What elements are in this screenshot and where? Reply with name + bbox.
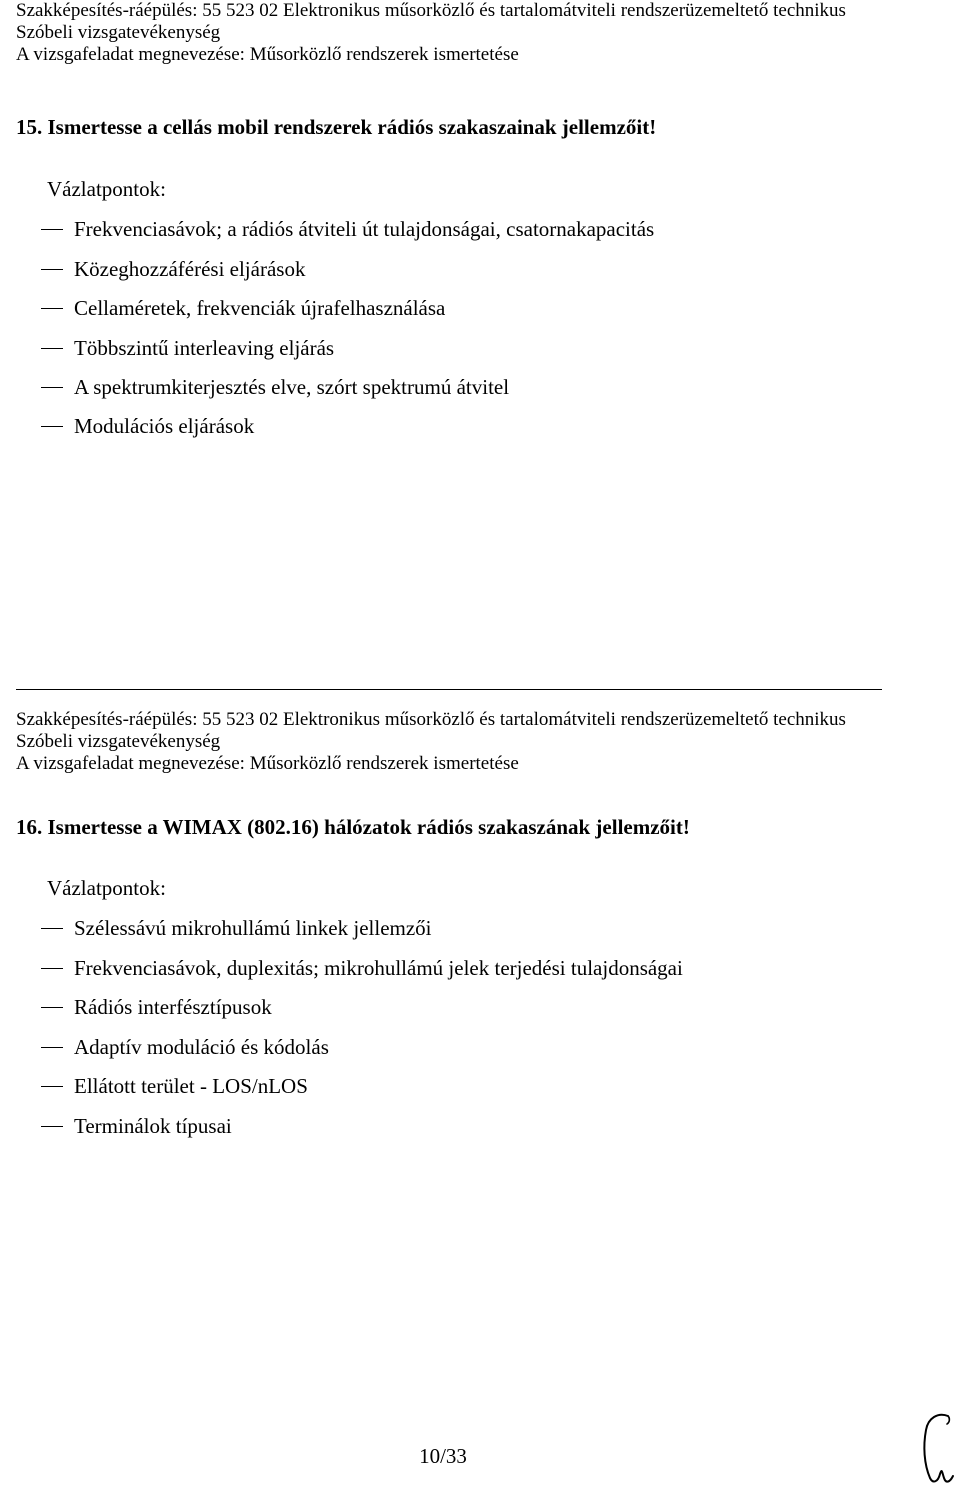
dash-bullet-icon [41, 335, 63, 361]
header-exam-type: Szóbeli vizsgatevékenység [16, 22, 221, 43]
list-item-text: Frekvenciasávok; a rádiós átviteli út tulajdonságai, csatornakapacitás [74, 217, 655, 241]
page-number: 10/33 [419, 1444, 467, 1468]
dash-bullet-icon [41, 295, 63, 321]
dash-bullet-icon [41, 994, 63, 1020]
dash-bullet-icon [41, 1073, 63, 1099]
handwritten-signature [920, 1410, 956, 1488]
question-15-title: 15. Ismertesse a cellás mobil rendszerek rádiós szakaszainak jellemzőit! [16, 115, 657, 139]
page-divider [16, 689, 882, 690]
list-item-text: Többszintű interleaving eljárás [74, 336, 335, 360]
list-item-text: Szélessávú mikrohullámú linkek jellemzői [74, 916, 432, 940]
dash-bullet-icon [41, 374, 63, 400]
list-item-text: Rádiós interfésztípusok [74, 995, 272, 1019]
list-item-text: A spektrumkiterjesztés elve, szórt spektrumú átvitel [74, 375, 510, 399]
list-item-text: Közeghozzáférési eljárások [74, 257, 306, 281]
list-item-text: Modulációs eljárások [74, 414, 255, 438]
dash-bullet-icon [41, 413, 63, 439]
dash-bullet-icon [41, 1113, 63, 1139]
dash-bullet-icon [41, 216, 63, 242]
list-item-text: Cellaméretek, frekvenciák újrafelhasználása [74, 296, 446, 320]
list-item-text: Frekvenciasávok, duplexitás; mikrohullámú jelek terjedési tulajdonságai [74, 956, 683, 980]
question-16-outline-label: Vázlatpontok: [47, 876, 166, 900]
dash-bullet-icon [41, 915, 63, 941]
dash-bullet-icon [41, 256, 63, 282]
header-qualification: Szakképesítés-ráépülés: 55 523 02 Elektronikus műsorközlő és tartalomátviteli rendszerüzemeltető technikus [16, 709, 846, 730]
list-item-text: Ellátott terület - LOS/nLOS [74, 1074, 308, 1098]
question-16-title: 16. Ismertesse a WIMAX (802.16) hálózatok rádiós szakaszának jellemzőit! [16, 815, 690, 839]
header-task-name: A vizsgafeladat megnevezése: Műsorközlő rendszerek ismertetése [16, 753, 519, 774]
header-qualification: Szakképesítés-ráépülés: 55 523 02 Elektronikus műsorközlő és tartalomátviteli rendszerüzemeltető technikus [16, 0, 846, 21]
list-item-text: Terminálok típusai [74, 1114, 232, 1138]
dash-bullet-icon [41, 1034, 63, 1060]
dash-bullet-icon [41, 955, 63, 981]
question-15-outline-label: Vázlatpontok: [47, 177, 166, 201]
header-exam-type: Szóbeli vizsgatevékenység [16, 731, 221, 752]
header-task-name: A vizsgafeladat megnevezése: Műsorközlő rendszerek ismertetése [16, 44, 519, 65]
list-item-text: Adaptív moduláció és kódolás [74, 1035, 329, 1059]
